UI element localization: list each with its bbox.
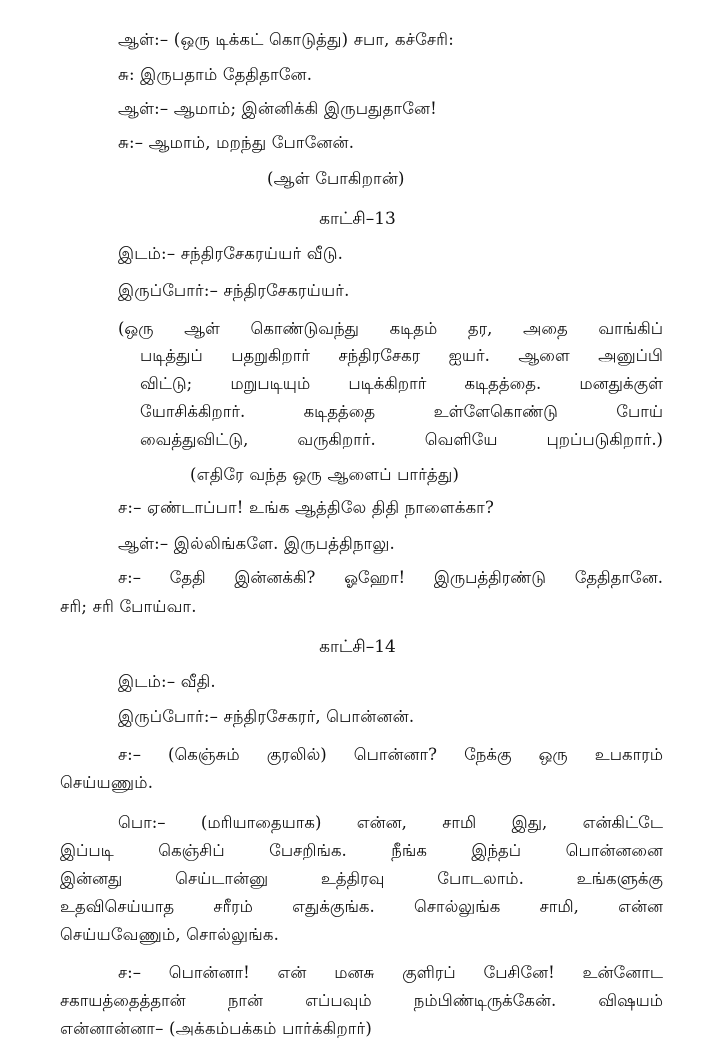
- dialogue-line: ஆள்:– ஆமாம்; இன்னிக்கி இருபதுதானே!: [118, 99, 438, 118]
- stage-direction-line: (ஒரு ஆள் கொண்டுவந்து கடிதம் தர, அதை வாங்கிப்: [118, 319, 663, 338]
- scene-place: இடம்:– சந்திரசேகரய்யர் வீடு.: [118, 244, 344, 263]
- scene-characters: இருப்போர்:– சந்திரசேகரர், பொன்னன்.: [118, 707, 415, 726]
- dialogue-line: ஆள்:– (ஒரு டிக்கட் கொடுத்து) சபா, கச்சேரி:: [118, 30, 455, 49]
- dialogue-line: உதவிசெய்யாத சரீரம் எதுக்குங்க. சொல்லுங்க சாமி, என்ன: [60, 897, 663, 916]
- dialogue-line: செய்யணும்.: [60, 773, 154, 792]
- dialogue-line: இப்படி கெஞ்சிப் பேசறிங்க. நீங்க இந்தப் பொன்னனை: [60, 841, 663, 860]
- dialogue-line: ச:– தேதி இன்னக்கி? ஓஹோ! இருபத்திரண்டு தேதிதானே.: [118, 568, 663, 587]
- stage-direction-line: படித்துப் பதறுகிறார் சந்திரசேகர ஐயர். ஆளை அனுப்பி: [140, 346, 663, 365]
- dialogue-line: சு: இருபதாம் தேதிதானே.: [118, 65, 313, 84]
- scene-heading: காட்சி–13: [319, 209, 396, 229]
- dialogue-line: ச:– பொன்னா! என் மனசு குளிரப் பேசினே! உன்னோட: [118, 963, 663, 982]
- scene-place: இடம்:– வீதி.: [118, 672, 216, 691]
- dialogue-line: சரி; சரி போய்வா.: [60, 597, 197, 616]
- stage-direction: (ஆள் போகிறான்): [267, 169, 405, 188]
- dialogue-line: செய்யவேணும், சொல்லுங்க.: [60, 925, 280, 944]
- scene-characters: இருப்போர்:– சந்திரசேகரய்யர்.: [118, 281, 350, 300]
- dialogue-line: இன்னது செய்டான்னு உத்திரவு போடலாம். உங்களுக்கு: [60, 869, 663, 888]
- scene-heading: காட்சி–14: [319, 637, 396, 657]
- dialogue-line: என்னான்னா– (அக்கம்பக்கம் பார்க்கிறார்): [60, 1019, 372, 1038]
- stage-direction-line: விட்டு; மறுபடியும் படிக்கிறார் கடிதத்தை. மனதுக்குள்: [140, 374, 663, 393]
- dialogue-line: ச:– (கெஞ்சும் குரலில்) பொன்னா? நேக்கு ஒரு உபகாரம்: [118, 745, 663, 764]
- dialogue-line: பொ:– (மரியாதையாக) என்ன, சாமி இது, என்கிட்டே: [118, 813, 663, 832]
- stage-direction: (எதிரே வந்த ஒரு ஆளைப் பார்த்து): [190, 465, 460, 484]
- dialogue-line: ச:– ஏண்டாப்பா! உங்க ஆத்திலே திதி நாளைக்கா?: [118, 498, 495, 517]
- dialogue-line: சு:– ஆமாம், மறந்து போனேன்.: [118, 133, 355, 152]
- stage-direction-line: வைத்துவிட்டு, வருகிறார். வெளியே புறப்படுகிறார்.): [140, 430, 663, 449]
- dialogue-line: ஆள்:– இல்லிங்களே. இருபத்திநாலு.: [118, 534, 395, 553]
- stage-direction-line: யோசிக்கிறார். கடிதத்தை உள்ளேகொண்டு போய்: [140, 402, 663, 421]
- dialogue-line: சகாயத்தைத்தான் நான் எப்பவும் நம்பிண்டிருக்கேன். விஷயம்: [60, 991, 663, 1010]
